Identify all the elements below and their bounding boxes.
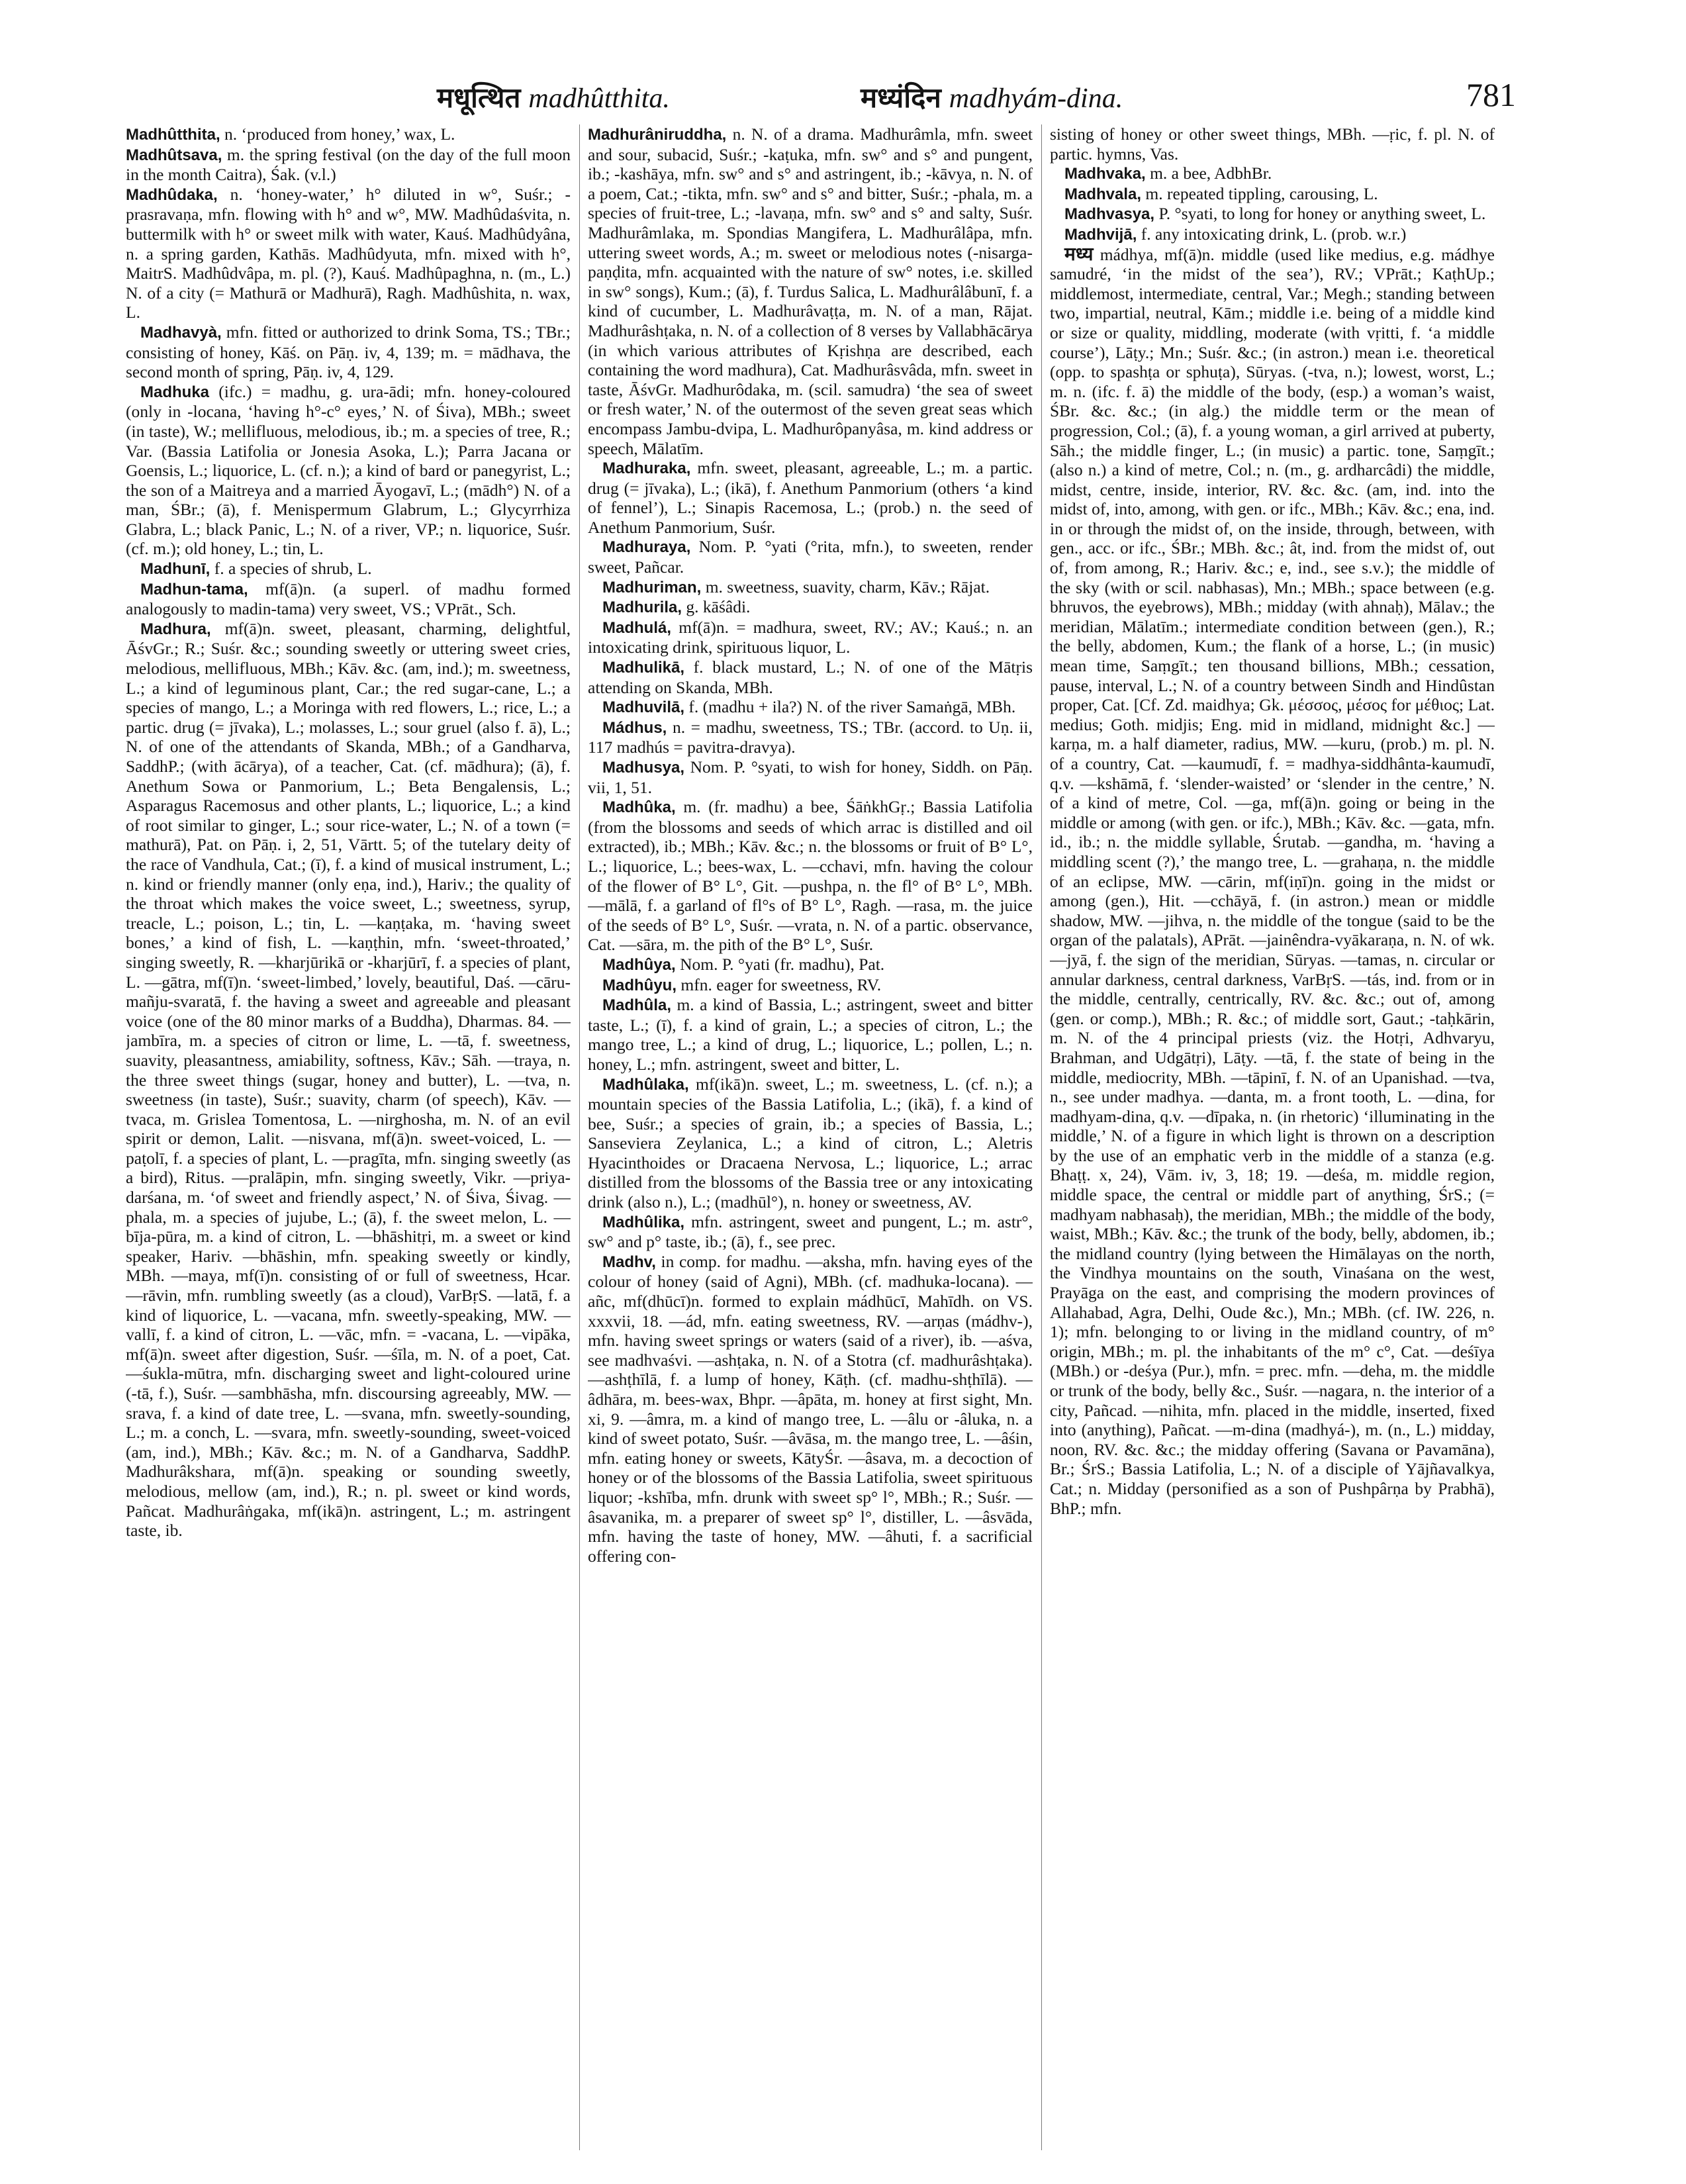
running-head-center-translit: madhyám-dina. [949,83,1123,114]
entry-headword: Madhv, [602,1253,656,1271]
entry-headword: Madhûlaka, [602,1075,689,1094]
dictionary-entry [588,577,1033,598]
entry-definition: mf(ā)n. (a superl. of madhu formed analogously to madin-tama) very sweet, VS.; VPrāt., Sch. [126,579,571,619]
entry-headword: Madhurila, [602,598,682,617]
entry-headword: Madhûtsava, [126,146,222,164]
entry-headword: Madhvaka, [1064,165,1146,183]
entry-definition: f. (madhu + ila?) N. of the river Samaṅgā, MBh. [684,697,1016,717]
dictionary-entry [588,955,1033,975]
entry-headword: Madhavyà, [140,323,222,342]
dictionary-entry [1050,245,1495,1519]
entry-headword: Madhuraya, [602,538,691,557]
entry-definition: Nom. P. °yati (°rita, mfn.), to sweeten, render sweet, Pañcar. [588,537,1033,577]
entry-definition: m. sweetness, suavity, charm, Kāv.; Rājat. [701,577,990,596]
dictionary-entry [588,124,1033,458]
dictionary-entry [588,757,1033,797]
dictionary-entry [588,797,1033,955]
entry-definition: mfn. eager for sweetness, RV. [677,974,882,994]
dictionary-entry [126,124,571,145]
entry-headword: Madhvasya, [1064,205,1155,224]
entry-definition: n. N. of a drama. Madhurâmla, mfn. sweet and sour, subacid, Suśr.; -kaṭuka, mfn. sw° and s° and pungent, ib.; -kashāya, mfn. sw° and s° and astringent, ib.; -kāvya, n. N. of a poem, Cat.; -tikta, mfn. sw° and s° and bitter, Suśr.; -phala, m. a species of fruit-tree, L.; -lavaṇa, mfn. sw° and s° and salty, Suśr. Madhurâmlaka, m. Spondias Mangifera, L. Madhurâlâpa, mfn. uttering sweet words, A.; m. sweet or melodious notes (-nisarga-paṇḍita, mfn. acquainted with the nature of sw° notes, i.e. skilled in sw° songs), Kum.; (ā), f. Turdus Salica, L. Madhurâlâbunī, f. a kind of cucumber, L. Madhurâvaṭṭa, m. N. of a man, Rājat. Madhurâshṭaka, n. N. of a collection of 8 verses by Vallabhācārya (in which various attributes of Kṛishṇa are described, each containing the word madhura), Cat. Madhurâsvâda, mfn. sweet in taste, ĀśvGr. Madhurôdaka, m. (scil. samudra) ‘the sea of sweet or fresh water,’ N. of the outermost of the seven great seas which encompass Jambu-dvipa, L. Madhurôpanyâsa, m. kind address or speech, Mālatīm. [588,124,1033,458]
dictionary-entry [126,579,571,619]
entry-headword: Madhuka [140,383,210,401]
entry-definition: mádhya, mf(ā)n. middle (used like medius, e.g. mádhye samudré, ‘in the midst of the sea’), RV.; VPrāt.; KaṭhUp.; middlemost, intermediate, central, Var.; Megh.; standing between two, impartial, neutral, Kām.; middle i.e. being of a middle kind or size or quality, middling, moderate (with vṛitti, f. ‘a middle course’), Lāṭy.; Mn.; Suśr. &c.; (in astron.) mean i.e. theoretical (opp. to spashṭa or sphuṭa), Sūryas. (-tva, n.); lowest, worst, L.; m. n. (ifc. f. ā) the middle of the body, (esp.) a woman’s waist, ŚBr. &c. &c.; (in alg.) the middle term or the mean of progression, Col.; (ā), f. a young woman, a girl arrived at puberty, Sāh.; the middle finger, L.; (in music) a partic. tone, Saṃgīt.; (also n.) a kind of metre, Col.; n. (m., g. ardharcâdi) the middle, midst, centre, inside, interior, RV. &c. &c. (am, ind. into the midst of, into, among, with gen. or ifc., MBh.; Kāv. &c.; ena, ind. in or through the midst of, on the inside, through, between, with gen., acc. or ifc., ŚBr.; MBh. &c.; ât, ind. from the midst of, out of, from among, R.; Hariv. &c.; e, ind., see s.v.); the middle of the sky (with or scil. nabhasas), Mn.; MBh.; space between (e.g. bhruvos, the eyebrows), MBh.; midday (with ahnaḥ), Mālav.; the meridian, Mālatīm.; intermediate condition between (gen.), R.; the belly, abdomen, Kum.; the flank of a horse, L.; (in music) mean time, Saṃgīt.; ten thousand billions, MBh.; cessation, pause, interval, L.; N. of a country between Sindh and Hindûstan proper, Cat. [Cf. Zd. maidhya; Gk. μέσσος, μέσος for μέθιος; Lat. medius; Goth. midjis; Eng. mid in midland, midnight &c.] —karṇa, m. a half diameter, radius, MW. —kuru, (prob.) m. pl. N. of a country, Cat. —kaumudī, f. = madhya-siddhânta-kaumudī, q.v. —kshāmā, f. ‘slender-waisted’ or ‘slender in the centre,’ N. of a kind of metre, Col. —ga, mf(ā)n. going or being in the middle or among (with gen. or ifc.), MBh.; Kāv. &c. —gata, mfn. id., ib.; n. the middle syllable, Śrutab. —gandha, m. ‘having a middling scent (?),’ the mango tree, L. —grahaṇa, n. the middle of an eclipse, MW. —cārin, mf(iṇī)n. going in the midst or among (gen.), Hit. —cchāyā, f. (in astron.) mean or middle shadow, MW. —jihva, n. the middle of the tongue (said to be the organ of the palatals), APrāt. —jainêndra-vyākaraṇa, n. N. of wk. —jyā, f. the sign of the meridian, Sūryas. —tamas, n. circular or annular darkness, central darkness, VarBṛS. —tás, ind. from or in the middle, centrally, centrically, RV. &c. &c.; out of, among (gen. or comp.), MBh.; R. &c.; of middle sort, Gaut.; -taḥkārin, m. N. of the 4 principal priests (viz. the Hotṛi, Adhvaryu, Brahman, and Udgātṛi), Lāṭy. —tā, f. the state of being in the middle, mediocrity, MBh. —tāpinī, f. N. of an Upanishad. —tva, n., see under madhya. —danta, m. a front tooth, L. —dina, for madhyam-dina, q.v. —dīpaka, n. (in rhetoric) ‘illuminating in the middle,’ N. of a figure in which light is thrown on a description by the use of an emphatic verb in the middle of a stanza (e.g. Bhaṭṭ. x, 24), Vām. iv, 3, 18; 19. —deśa, m. middle region, middle space, the central or middle part of anything, ŚrS.; (= madhyam nabhasaḥ), the meridian, MBh.; the middle of the body, waist, MBh.; Kāv. &c.; the trunk of the body, belly, abdomen, ib.; the midland country (lying between the Himālayas on the north, the Vindhya mountains on the south, Vinaśana on the west, Prayāga on the east, and comprising the modern provinces of Allahabad, Agra, Delhi, Oude &c.), Mn.; MBh. (cf. IW. 226, n. 1); mfn. belonging to or living in the midland country, of m° origin, MBh.; m. pl. the inhabitants of the m° c°, Cat. —deśīya (MBh.) or -deśya (Pur.), mfn. = prec. mfn. —deha, m. the middle or trunk of the body, belly &c., Suśr. —nagara, n. the interior of a city, Pañcad. —nihita, mfn. placed in the middle, inserted, fixed into (anything), Pañcat. —m-dina (madhyá-), m. (n., L.) midday, noon, RV. &c. &c.; the midday offering (Savana or Pavamāna), Br.; ŚrS.; Bassia Latifolia, L.; N. of a disciple of Yājñavalkya, Cat.; n. Midday (personified as a son of Pushpârṇa by Prabhā), BhP.; mfn. [1050,244,1495,1518]
entry-headword: Madhvijā, [1064,225,1137,244]
dictionary-entry [126,145,571,185]
entry-definition: mfn. fitted or authorized to drink Soma, TS.; TBr.; consisting of honey, Kāś. on Pāṇ. iv, 4, 139; m. = mādhava, the second month of spring, Pāṇ. iv, 4, 129. [126,322,571,382]
dictionary-entry [1050,204,1495,224]
running-head-center-devanagari: मध्यंदिन [861,83,941,114]
entry-definition: m. (fr. madhu) a bee, ŚāṅkhGṛ.; Bassia Latifolia (from the blossoms and seeds of which arrac is distilled and oil extracted), ib.; MBh.; Kāv. &c.; n. the blossoms or fruit of B° L°, L.; liquorice, L.; bees-wax, L. —cchavi, mfn. having the colour of the flower of B° L°, Git. —pushpa, n. the fl° of B° L°, MBh. —mālā, f. a garland of fl°s of B° L°, Ragh. —rasa, m. the juice of the seeds of B° L°, Suśr. —vrata, n. N. of a partic. observance, Cat. —sāra, m. the pith of the B° L°, Suśr. [588,797,1033,955]
dictionary-entry [588,697,1033,718]
entry-definition: n. = madhu, sweetness, TS.; TBr. (accord. to Uṇ. ii, 117 madhús = pavitra-dravya). [588,717,1033,757]
dictionary-entry [588,537,1033,577]
entry-headword: मध्य [1064,244,1094,265]
entry-headword: Madhurâniruddha, [588,126,727,144]
entry-headword: Madhura, [140,620,211,638]
entry-definition: P. °syati, to long for honey or anything sweet, L. [1154,204,1486,224]
entry-definition: sisting of honey or other sweet things, MBh. —ṛic, f. pl. N. of partic. hymns, Vas. [1050,124,1495,164]
entry-headword: Madhuvilā, [602,698,685,717]
dictionary-entry [126,185,571,322]
entry-definition: mf(ā)n. = madhura, sweet, RV.; AV.; Kauś.; n. an intoxicating drink, spirituous liquor, L. [588,617,1033,657]
entry-headword: Madhûlika, [602,1213,685,1231]
running-head [126,78,1516,118]
dictionary-entry [1050,164,1495,184]
dictionary-entry [588,718,1033,757]
column-2 [588,124,1033,2157]
entry-definition: mfn. sweet, pleasant, agreeable, L.; m. a partic. drug (= jīvaka), L.; (ikā), f. Anethum Panmorium (others ‘a kind of fennel’), L.; Sinapis Racemosa, L.; (prob.) n. the seed of Anethum Panmorium, Suśr. [588,458,1033,537]
entry-headword: Madhulá, [602,618,672,637]
entry-headword: Madhûka, [602,798,676,817]
dictionary-entry [126,559,571,579]
entry-definition: n. ‘honey-water,’ h° diluted in w°, Suśr.; -prasravaṇa, mfn. flowing with h° and w°, MW. Madhûdaśvita, n. buttermilk with h° or sweet milk with water, Kauś. Madhûdyâna, n. a spring garden, Kathās. Madhûdyuta, mfn. mixed with h°, MaitrS. Madhûdvâpa, m. pl. (?), Kauś. Madhûpaghna, n. (m., L.) N. of a city (= Mathurā or Madhurā), Ragh. Madhûshita, n. wax, L. [126,184,571,322]
entry-headword: Madhuriman, [602,578,702,596]
entry-definition: n. ‘produced from honey,’ wax, L. [220,124,455,144]
dictionary-entry [588,458,1033,537]
dictionary-entry [588,1212,1033,1252]
entry-definition: mf(ikā)n. sweet, L.; m. sweetness, L. (cf. n.); a mountain species of the Bassia Latifolia, L.; (ikā), f. a kind of bee, Suśr.; a species of grain, ib.; a species of Bassia, L.; Sanseviera Zeylanica, L.; a kind of citron, L.; Aletris Hyacinthoides or Dracaena Nervosa, L.; liquorice, L.; arrac distilled from the blossoms of the Bassia tree or any intoxicating drink (also n.), L.; (madhūl°), n. honey or sweetness, AV. [588,1074,1033,1212]
running-head-left [437,78,670,116]
entry-definition: mfn. astringent, sweet and pungent, L.; m. astr°, sw° and p° taste, ib.; (ā), f., see prec. [588,1211,1033,1252]
dictionary-entry [1050,184,1495,205]
entry-headword: Madhulikā, [602,659,685,677]
entry-headword: Madhunī, [140,560,211,579]
entry-headword: Madhûyu, [602,976,677,994]
dictionary-entry [588,597,1033,618]
dictionary-entry [588,995,1033,1074]
running-head-center [861,78,1123,116]
dictionary-entry [588,1252,1033,1566]
entry-definition: m. a kind of Bassia, L.; astringent, sweet and bitter taste, L.; (ī), f. a kind of grain, L.; a species of citron, L.; the mango tree, L.; a kind of drug, L.; liquorice, L.; pollen, L.; n. honey, L.; mfn. astringent, sweet and bitter, L. [588,995,1033,1074]
entry-definition: f. a species of shrub, L. [210,559,372,579]
dictionary-entry [588,618,1033,657]
entry-headword: Madhun-tama, [140,580,248,598]
entry-definition: (ifc.) = madhu, g. ura-ādi; mfn. honey-coloured (only in -locana, ‘having h°-c° eyes,’ N. of Śiva), MBh.; sweet (in taste), W.; mellifluous, melodious, ib.; m. a species of tree, R.; Var. (Bassia Latifolia or Jonesia Asoka, L.); Parra Jacana or Goensis, L.; liquorice, L. (cf. n.); a kind of bard or panegyrist, L.; the son of a Maitreya and a married Āyogavī, L.; (mādh°) N. of a man, ŚBr.; (ā), f. Menispermum Glabrum, L.; Glycyrrhiza Glabra, L.; black Panic, L.; N. of a river, VP.; n. liquorice, Suśr. (cf. m.); old honey, L.; tin, L. [126,381,571,559]
entry-definition: mf(ā)n. sweet, pleasant, charming, delightful, ĀśvGr.; R.; Suśr. &c.; sounding sweetly or uttering sweet cries, melodious, mellifluous, MBh.; Kāv. &c. (am, ind.); m. sweetness, L.; a kind of leguminous plant, Car.; the red sugar-cane, L.; a species of mango, L.; a Moringa with red flowers, L.; rice, L.; a partic. drug (= jīvaka), L.; molasses, L.; sour gruel (also f. ā), L.; N. of one of the attendants of Skanda, MBh.; of a Gandharva, SaddhP.; (with ācārya), of a teacher, Cat. (cf. mādhura); (ā), f. Anethum Sowa or Panmorium, L.; Beta Bengalensis, L.; Asparagus Racemosus and other plants, L.; liquorice, L.; a kind of root similar to ginger, L.; sour rice-water, L.; N. of a town (= mathurā), Pat. on Pāṇ. i, 2, 51, Vārtt. 5; of the tutelary deity of the race of Vandhula, Cat.; (ī), f. a kind of musical instrument, L.; n. kind or friendly manner (only eṇa, ind.), Hariv.; the quality of the throat which makes the voice sweet, L.; sweetness, syrup, treacle, L.; poison, L.; tin, L. —kaṇṭaka, m. ‘having sweet bones,’ a kind of fish, L. —kaṇṭhin, mfn. ‘sweet-throated,’ singing sweetly, R. —kharjūrikā or -kharjūrī, f. a species of plant, L. —gātra, mf(ī)n. ‘sweet-limbed,’ lovely, beautiful, Daś. —cāru-mañju-svaratā, f. the having a sweet and agreeable and pleasant voice (one of the 80 minor marks of a Buddha), Dharmas. 84. —jambīra, m. a species of citron or lime, L. —tā, f. sweetness, suavity, pleasantness, amiability, softness, Kāv.; Sāh. —traya, n. the three sweet things (sugar, honey and butter), L. —tva, n. sweetness (in taste), Suśr.; suavity, charm (of speech), Kāv. —tvaca, m. Grislea Tomentosa, L. —nirghosha, m. N. of an evil spirit or demon, Lalit. —nisvana, mf(ā)n. sweet-voiced, L. —paṭolī, f. a species of plant, L. —pragīta, mfn. singing sweetly (as a bird), Ritus. —pralāpin, mfn. singing sweetly, Vikr. —priya-darśana, m. ‘of sweet and friendly aspect,’ N. of Śiva, Śivag. —phala, m. a species of jujube, L.; (ā), f. the sweet melon, L. —bīja-pūra, m. a kind of citron, L. —bhāshitṛi, m. a sweet or kind speaker, Hariv. —bhāshin, mfn. speaking sweetly or kindly, MBh. —maya, mf(ī)n. consisting of or full of sweetness, Hcar. —rāvin, mfn. rumbling sweetly (as a cloud), VarBṛS. —latā, f. a kind of liquorice, L. —vacana, mfn. sweetly-speaking, MW. —vallī, f. a kind of citron, L. —vāc, mfn. = -vacana, L. —vipāka, mf(ā)n. sweet after digestion, Suśr. —śīla, m. N. of a poet, Cat. —śukla-mūtra, mfn. discharging sweet and light-coloured urine (-tā, f.), Suśr. —sambhāsha, mfn. discoursing agreeably, MW. —srava, f. a kind of date tree, L. —svana, mfn. sweetly-sounding, L.; m. a conch, L. —svara, mfn. sweetly-sounding, sweet-voiced (am, ind.), MBh.; Kāv. &c.; m. N. of a Gandharva, SaddhP. Madhurâkshara, mf(ā)n. speaking or sounding sweetly, melodious, mellow (am, ind.), R.; n. pl. sweet or kind words, Pañcat. Madhurâṅgaka, mf(ikā)n. astringent, L.; m. astringent taste, ib. [126,618,571,1541]
dictionary-entry [1050,124,1495,164]
entry-headword: Madhûya, [602,955,676,974]
entry-headword: Madhusya, [602,759,685,777]
entry-definition: in comp. for madhu. —aksha, mfn. having eyes of the colour of honey (said of Agni), MBh. (cf. madhuka-locana). —añc, mf(dhūcī)n. formed to explain mádhūcī, Mahīdh. on VS. xxxvii, 18. —ád, mfn. eating sweetness, RV. —arṇas (mádhv-), mfn. having sweet springs or waters (said of a river), ib. —aśva, see madhvaśvi. —ashṭaka, n. N. of a Stotra (cf. madhurâshṭaka). —ashṭhīlā, f. a lump of honey, Kāṭh. (cf. madhu-shṭhīlā). —âdhāra, m. bees-wax, Bhpr. —âpāta, m. honey at first sight, Mn. xi, 9. —âmra, m. a kind of mango tree, L. —âlu or -âluka, n. a kind of sweet potato, Suśr. —âvāsa, m. the mango tree, L. —âśin, mfn. eating honey or sweets, KātyŚr. —âsava, m. a decoction of honey or of the blossoms of the Bassia Latifolia, sweet spirituous liquor; -kshība, mfn. drunk with sweet sp° l°, MBh.; R.; Suśr. —âsavanika, m. a preparer of sweet sp° l°, distiller, L. —âsvāda, mfn. having the taste of honey, MW. —âhuti, f. a sacrificial offering con- [588,1251,1033,1566]
dictionary-entry [588,975,1033,996]
dictionary-entry [126,619,571,1541]
entry-definition: f. black mustard, L.; N. of one of the Mātṛis attending on Skanda, MBh. [588,657,1033,697]
entry-headword: Mádhus, [602,718,667,737]
entry-headword: Madhuraka, [602,459,691,478]
dictionary-entry [126,382,571,559]
column-1 [126,124,571,2157]
entry-headword: Madhvala, [1064,185,1142,203]
running-head-left-devanagari: मधूत्थित [437,83,521,114]
entry-definition: f. any intoxicating drink, L. (prob. w.r.) [1137,224,1407,244]
text-columns [126,124,1522,2157]
entry-definition: g. kāśâdi. [682,597,751,617]
entry-definition: m. the spring festival (on the day of the full moon in the month Caitra), Śak. (v.l.) [126,144,571,185]
dictionary-entry [588,1074,1033,1212]
entry-definition: Nom. P. °yati (fr. madhu), Pat. [675,954,885,974]
dictionary-entry [1050,224,1495,245]
dictionary-entry [126,322,571,382]
entry-definition: m. repeated tippling, carousing, L. [1141,183,1378,203]
entry-headword: Madhûtthita, [126,126,220,144]
column-divider [1041,124,1042,2150]
entry-headword: Madhûdaka, [126,185,218,204]
column-divider [579,124,580,2150]
page-number: 781 [1466,76,1516,113]
entry-definition: Nom. P. °syati, to wish for honey, Siddh. on Pāṇ. vii, 1, 51. [588,757,1033,797]
dictionary-entry [588,657,1033,697]
column-3 [1050,124,1495,2157]
running-head-left-translit: madhûtthita. [528,83,670,114]
entry-headword: Madhûla, [602,996,672,1015]
entry-definition: m. a bee, AdbhBr. [1145,164,1272,183]
